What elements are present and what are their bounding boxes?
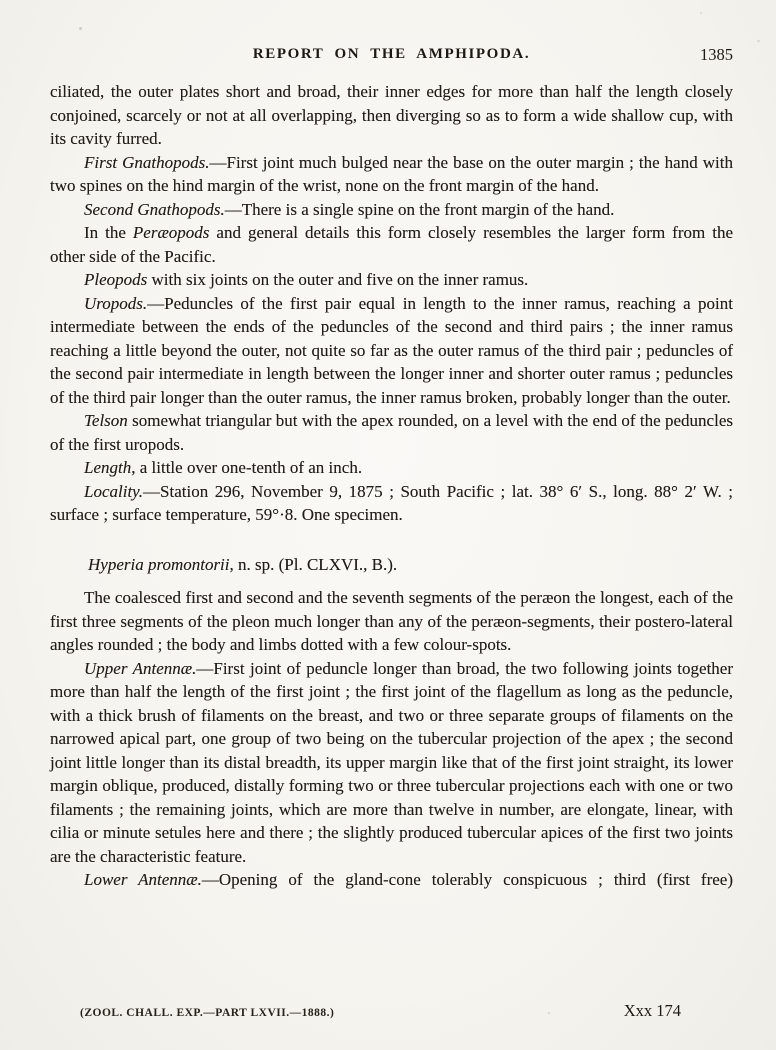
text-segment: , n. sp. (Pl. CLXVI., B.). xyxy=(229,554,398,574)
text-segment: In the xyxy=(84,223,133,242)
italic-term: Second Gnathopods. xyxy=(84,199,225,219)
italic-term: Upper Antennæ. xyxy=(84,658,197,678)
paragraph xyxy=(50,586,733,657)
scan-speck xyxy=(700,12,702,14)
text-segment: —Peduncles of the first pair equal in length to the inner ramus, reaching a point intermediate between the ends of the peduncles of the second and third pairs ; the inner ramus reaching a little beyond the outer, not quite so far as the outer ramus of the third pair ; peduncles of the second pair intermediate in length between the longer inner and shorter outer ramus ; peduncles of the third pair longer than the outer ramus, the inner ramus broken, probably longer than the outer. xyxy=(50,293,733,407)
paragraph xyxy=(50,80,733,151)
scan-speck xyxy=(757,40,760,42)
paragraph xyxy=(50,221,733,268)
text-segment: —First joint of peduncle longer than broad, the two following joints together more than half the length of the first joint ; the first joint of the flagellum as long as the peduncle, with a thick brush of filaments on the breast, and two or three separate groups of filaments on the narrowed apical part, one group of two being on the tubercular projection of the apex ; the second joint little longer than its distal breadth, its upper margin like that of the first joint straight, its lower margin oblique, produced, distally forming two or three tubercular projections each with one or two filaments ; the remaining joints, which are more than twelve in number, are elongate, linear, with cilia or minute setules here and there ; the slightly produced tubercular apices of the first two joints are the characteristic feature. xyxy=(50,658,733,866)
paragraph xyxy=(50,409,733,456)
signature-mark: Xxx 174 xyxy=(623,1001,681,1020)
italic-term: Pleopods xyxy=(84,270,148,289)
italic-term: Uropods. xyxy=(84,293,148,313)
italic-term: Lower Antennæ. xyxy=(84,870,202,889)
paragraph xyxy=(50,456,733,480)
page-number: 1385 xyxy=(700,45,733,64)
paragraph xyxy=(50,868,733,892)
imprint-line: (ZOOL. CHALL. EXP.—PART LXVII.—1888.) xyxy=(80,1007,335,1019)
italic-term: Length xyxy=(84,458,132,477)
paragraph xyxy=(50,198,733,222)
paragraph xyxy=(50,268,733,292)
page-body xyxy=(50,80,733,892)
paragraph xyxy=(50,151,733,198)
paragraph xyxy=(50,292,733,410)
text-segment: with six joints on the outer and five on the inner ramus. xyxy=(147,270,529,289)
page-header xyxy=(50,46,733,68)
scan-speck xyxy=(79,27,82,30)
paragraph xyxy=(50,480,733,527)
paragraph xyxy=(50,657,733,869)
text-segment: somewhat triangular but with the apex rounded, on a level with the end of the peduncles of the first uropods. xyxy=(50,411,733,454)
text-segment: —Station 296, November 9, 1875 ; South Pacific ; lat. 38° 6′ S., long. 88° 2′ W. ; surface ; surface temperature, 59°·8. One specimen. xyxy=(50,481,733,524)
text-segment: ciliated, the outer plates short and broad, their inner edges for more than half the length closely conjoined, scarcely or not at all overlapping, then diverging so as to form a wide shallow cup, with its cavity furred. xyxy=(50,82,733,148)
text-segment: , a little over one-tenth of an inch. xyxy=(131,458,363,477)
italic-term: Telson xyxy=(84,411,128,430)
species-heading xyxy=(50,553,733,577)
italic-term: Hyperia promontorii xyxy=(88,554,230,574)
page-footer xyxy=(50,1001,733,1021)
text-segment: —Opening of the gland-cone tolerably conspicuous ; third (first free) xyxy=(201,870,733,889)
italic-term: First Gnathopods. xyxy=(84,152,210,172)
text-segment: The coalesced first and second and the seventh segments of the peræon the longest, each of the first three segments of the pleon much longer than any of the peræon-segments, their postero-lateral angles rounded ; the body and limbs dotted with a few colour-spots. xyxy=(50,588,733,654)
text-segment: —There is a single spine on the front margin of the hand. xyxy=(224,199,615,219)
running-title: REPORT ON THE AMPHIPODA. xyxy=(252,46,531,62)
text-segment: and general details this form closely resembles the larger form from the other side of the Pacific. xyxy=(50,223,733,266)
italic-term: Peræopods xyxy=(132,223,210,242)
italic-term: Locality. xyxy=(84,481,144,501)
text-segment: —First joint much bulged near the base on the outer margin ; the hand with two spines on the hind margin of the wrist, none on the front margin of the hand. xyxy=(50,152,733,195)
